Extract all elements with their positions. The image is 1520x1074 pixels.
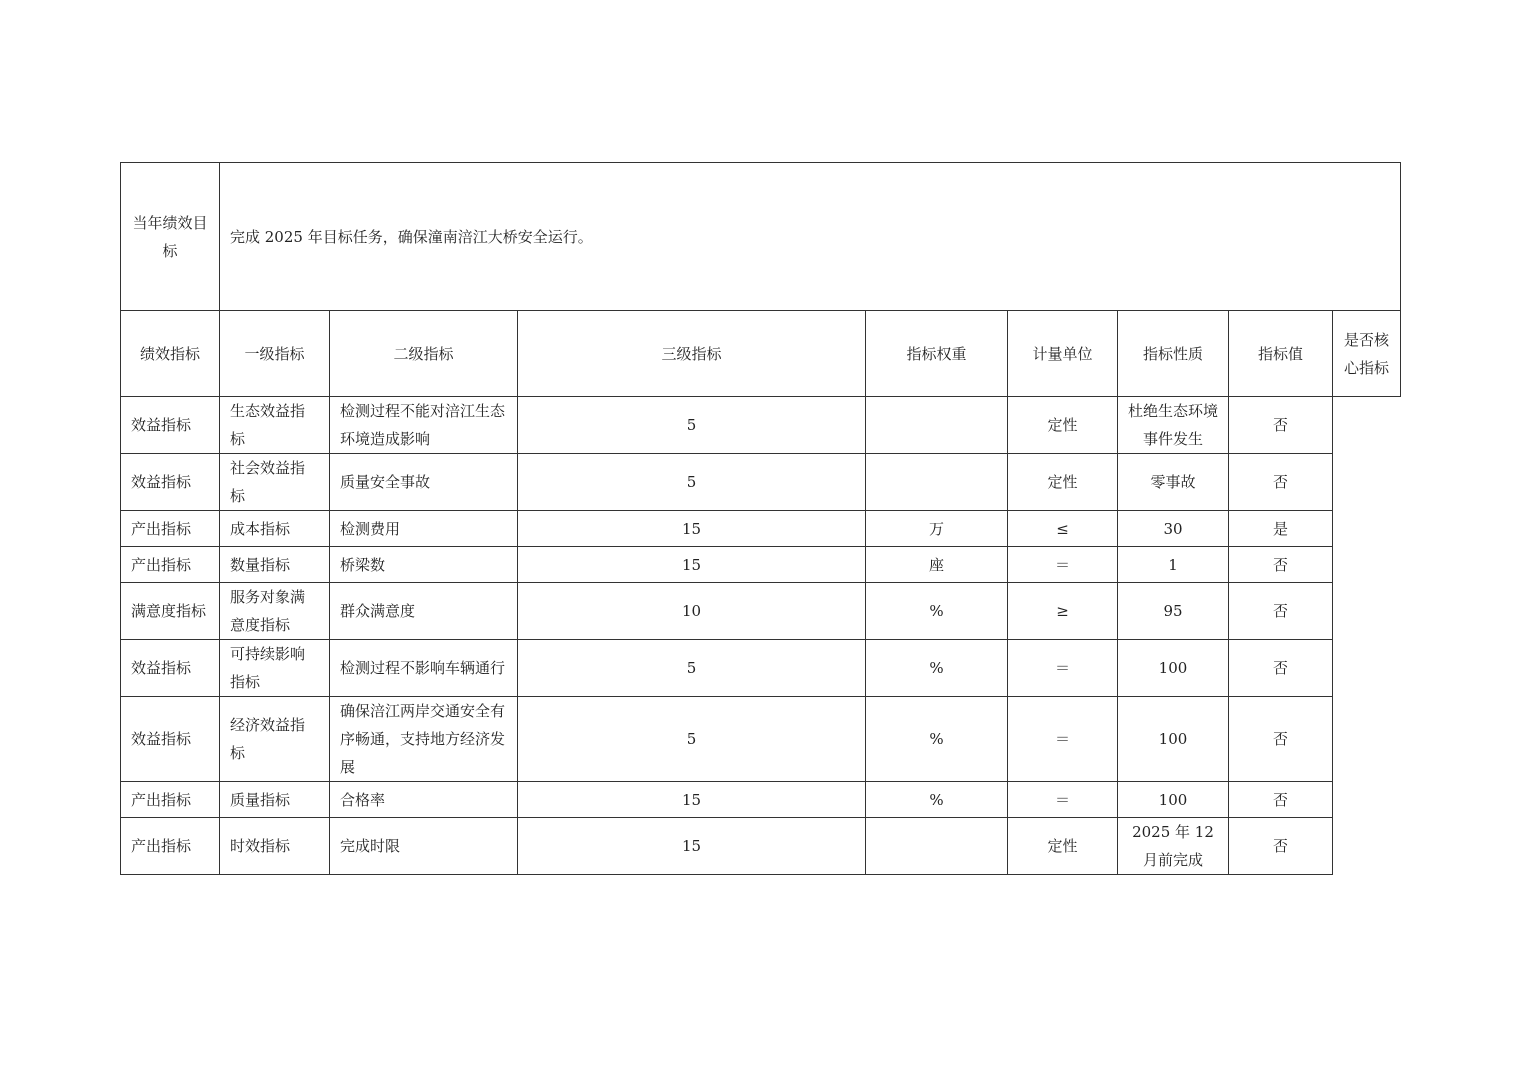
table-cell: ＝ (1008, 640, 1118, 697)
table-cell: % (866, 640, 1008, 697)
table-cell: 是 (1229, 511, 1333, 547)
table-cell: 定性 (1008, 397, 1118, 454)
table-cell: 5 (518, 640, 866, 697)
table-cell: 否 (1229, 818, 1333, 875)
table-cell: 桥梁数 (330, 547, 518, 583)
table-cell: 数量指标 (220, 547, 330, 583)
table-cell: % (866, 697, 1008, 782)
table-cell (866, 454, 1008, 511)
table-cell: 合格率 (330, 782, 518, 818)
header-cell: 一级指标 (220, 311, 330, 397)
table-cell: ＝ (1008, 547, 1118, 583)
table-cell: 检测费用 (330, 511, 518, 547)
table-cell: 否 (1229, 697, 1333, 782)
table-cell: 产出指标 (121, 547, 220, 583)
goal-text: 完成 2025 年目标任务，确保潼南涪江大桥安全运行。 (220, 163, 1401, 311)
table-cell: 杜绝生态环境事件发生 (1118, 397, 1229, 454)
table-cell: 否 (1229, 782, 1333, 818)
table-cell: 质量指标 (220, 782, 330, 818)
header-row (121, 311, 1401, 397)
performance-table (120, 162, 1401, 875)
table-cell: 检测过程不能对涪江生态环境造成影响 (330, 397, 518, 454)
table-cell: ＝ (1008, 697, 1118, 782)
header-cell: 三级指标 (518, 311, 866, 397)
table-cell: 群众满意度 (330, 583, 518, 640)
table-cell: 座 (866, 547, 1008, 583)
header-cell: 指标权重 (866, 311, 1008, 397)
table-cell: 100 (1118, 640, 1229, 697)
table-row (121, 454, 1401, 511)
table-cell: ≥ (1008, 583, 1118, 640)
goal-label: 当年绩效目标 (121, 163, 220, 311)
table-cell: 产出指标 (121, 511, 220, 547)
table-cell: ＝ (1008, 782, 1118, 818)
table-cell: 否 (1229, 547, 1333, 583)
table-cell: 服务对象满意度指标 (220, 583, 330, 640)
table-cell: 可持续影响指标 (220, 640, 330, 697)
table-cell: 1 (1118, 547, 1229, 583)
header-cell: 指标值 (1229, 311, 1333, 397)
table-cell: 15 (518, 547, 866, 583)
table-row (121, 782, 1401, 818)
table-cell: 100 (1118, 782, 1229, 818)
table-cell: % (866, 782, 1008, 818)
table-cell: 完成时限 (330, 818, 518, 875)
table-cell: 定性 (1008, 818, 1118, 875)
table-cell: 确保涪江两岸交通安全有序畅通，支持地方经济发展 (330, 697, 518, 782)
table-cell: 质量安全事故 (330, 454, 518, 511)
table-cell: 满意度指标 (121, 583, 220, 640)
header-cell: 指标性质 (1118, 311, 1229, 397)
table-cell: 时效指标 (220, 818, 330, 875)
table-cell: 效益指标 (121, 454, 220, 511)
table-cell: 100 (1118, 697, 1229, 782)
table-cell: 否 (1229, 640, 1333, 697)
table-cell: 成本指标 (220, 511, 330, 547)
table-cell: ≤ (1008, 511, 1118, 547)
table-cell: 效益指标 (121, 397, 220, 454)
goal-row (121, 163, 1401, 311)
table-cell: 30 (1118, 511, 1229, 547)
table-cell: 定性 (1008, 454, 1118, 511)
table-cell: 检测过程不影响车辆通行 (330, 640, 518, 697)
table-cell: % (866, 583, 1008, 640)
table-cell: 15 (518, 818, 866, 875)
table-cell (866, 397, 1008, 454)
table-cell: 15 (518, 782, 866, 818)
table-cell: 否 (1229, 454, 1333, 511)
table-cell: 15 (518, 511, 866, 547)
table-cell: 2025 年 12 月前完成 (1118, 818, 1229, 875)
table-cell: 产出指标 (121, 818, 220, 875)
table-row (121, 397, 1401, 454)
table-cell: 产出指标 (121, 782, 220, 818)
table-cell: 5 (518, 397, 866, 454)
table-cell: 5 (518, 697, 866, 782)
header-cell: 计量单位 (1008, 311, 1118, 397)
table-cell: 效益指标 (121, 640, 220, 697)
table-cell: 95 (1118, 583, 1229, 640)
header-cell: 二级指标 (330, 311, 518, 397)
table-cell: 否 (1229, 583, 1333, 640)
table-cell: 5 (518, 454, 866, 511)
table-cell: 生态效益指标 (220, 397, 330, 454)
header-cell: 是否核心指标 (1333, 311, 1401, 397)
table-row (121, 640, 1401, 697)
table-row (121, 818, 1401, 875)
table-cell: 效益指标 (121, 697, 220, 782)
table-cell (866, 818, 1008, 875)
table-cell: 万 (866, 511, 1008, 547)
table-cell: 社会效益指标 (220, 454, 330, 511)
table-row (121, 511, 1401, 547)
indicators-label: 绩效指标 (121, 311, 220, 397)
table-cell: 否 (1229, 397, 1333, 454)
table-row (121, 583, 1401, 640)
table-row (121, 697, 1401, 782)
table-cell: 10 (518, 583, 866, 640)
table-row (121, 547, 1401, 583)
table-cell: 经济效益指标 (220, 697, 330, 782)
table-cell: 零事故 (1118, 454, 1229, 511)
